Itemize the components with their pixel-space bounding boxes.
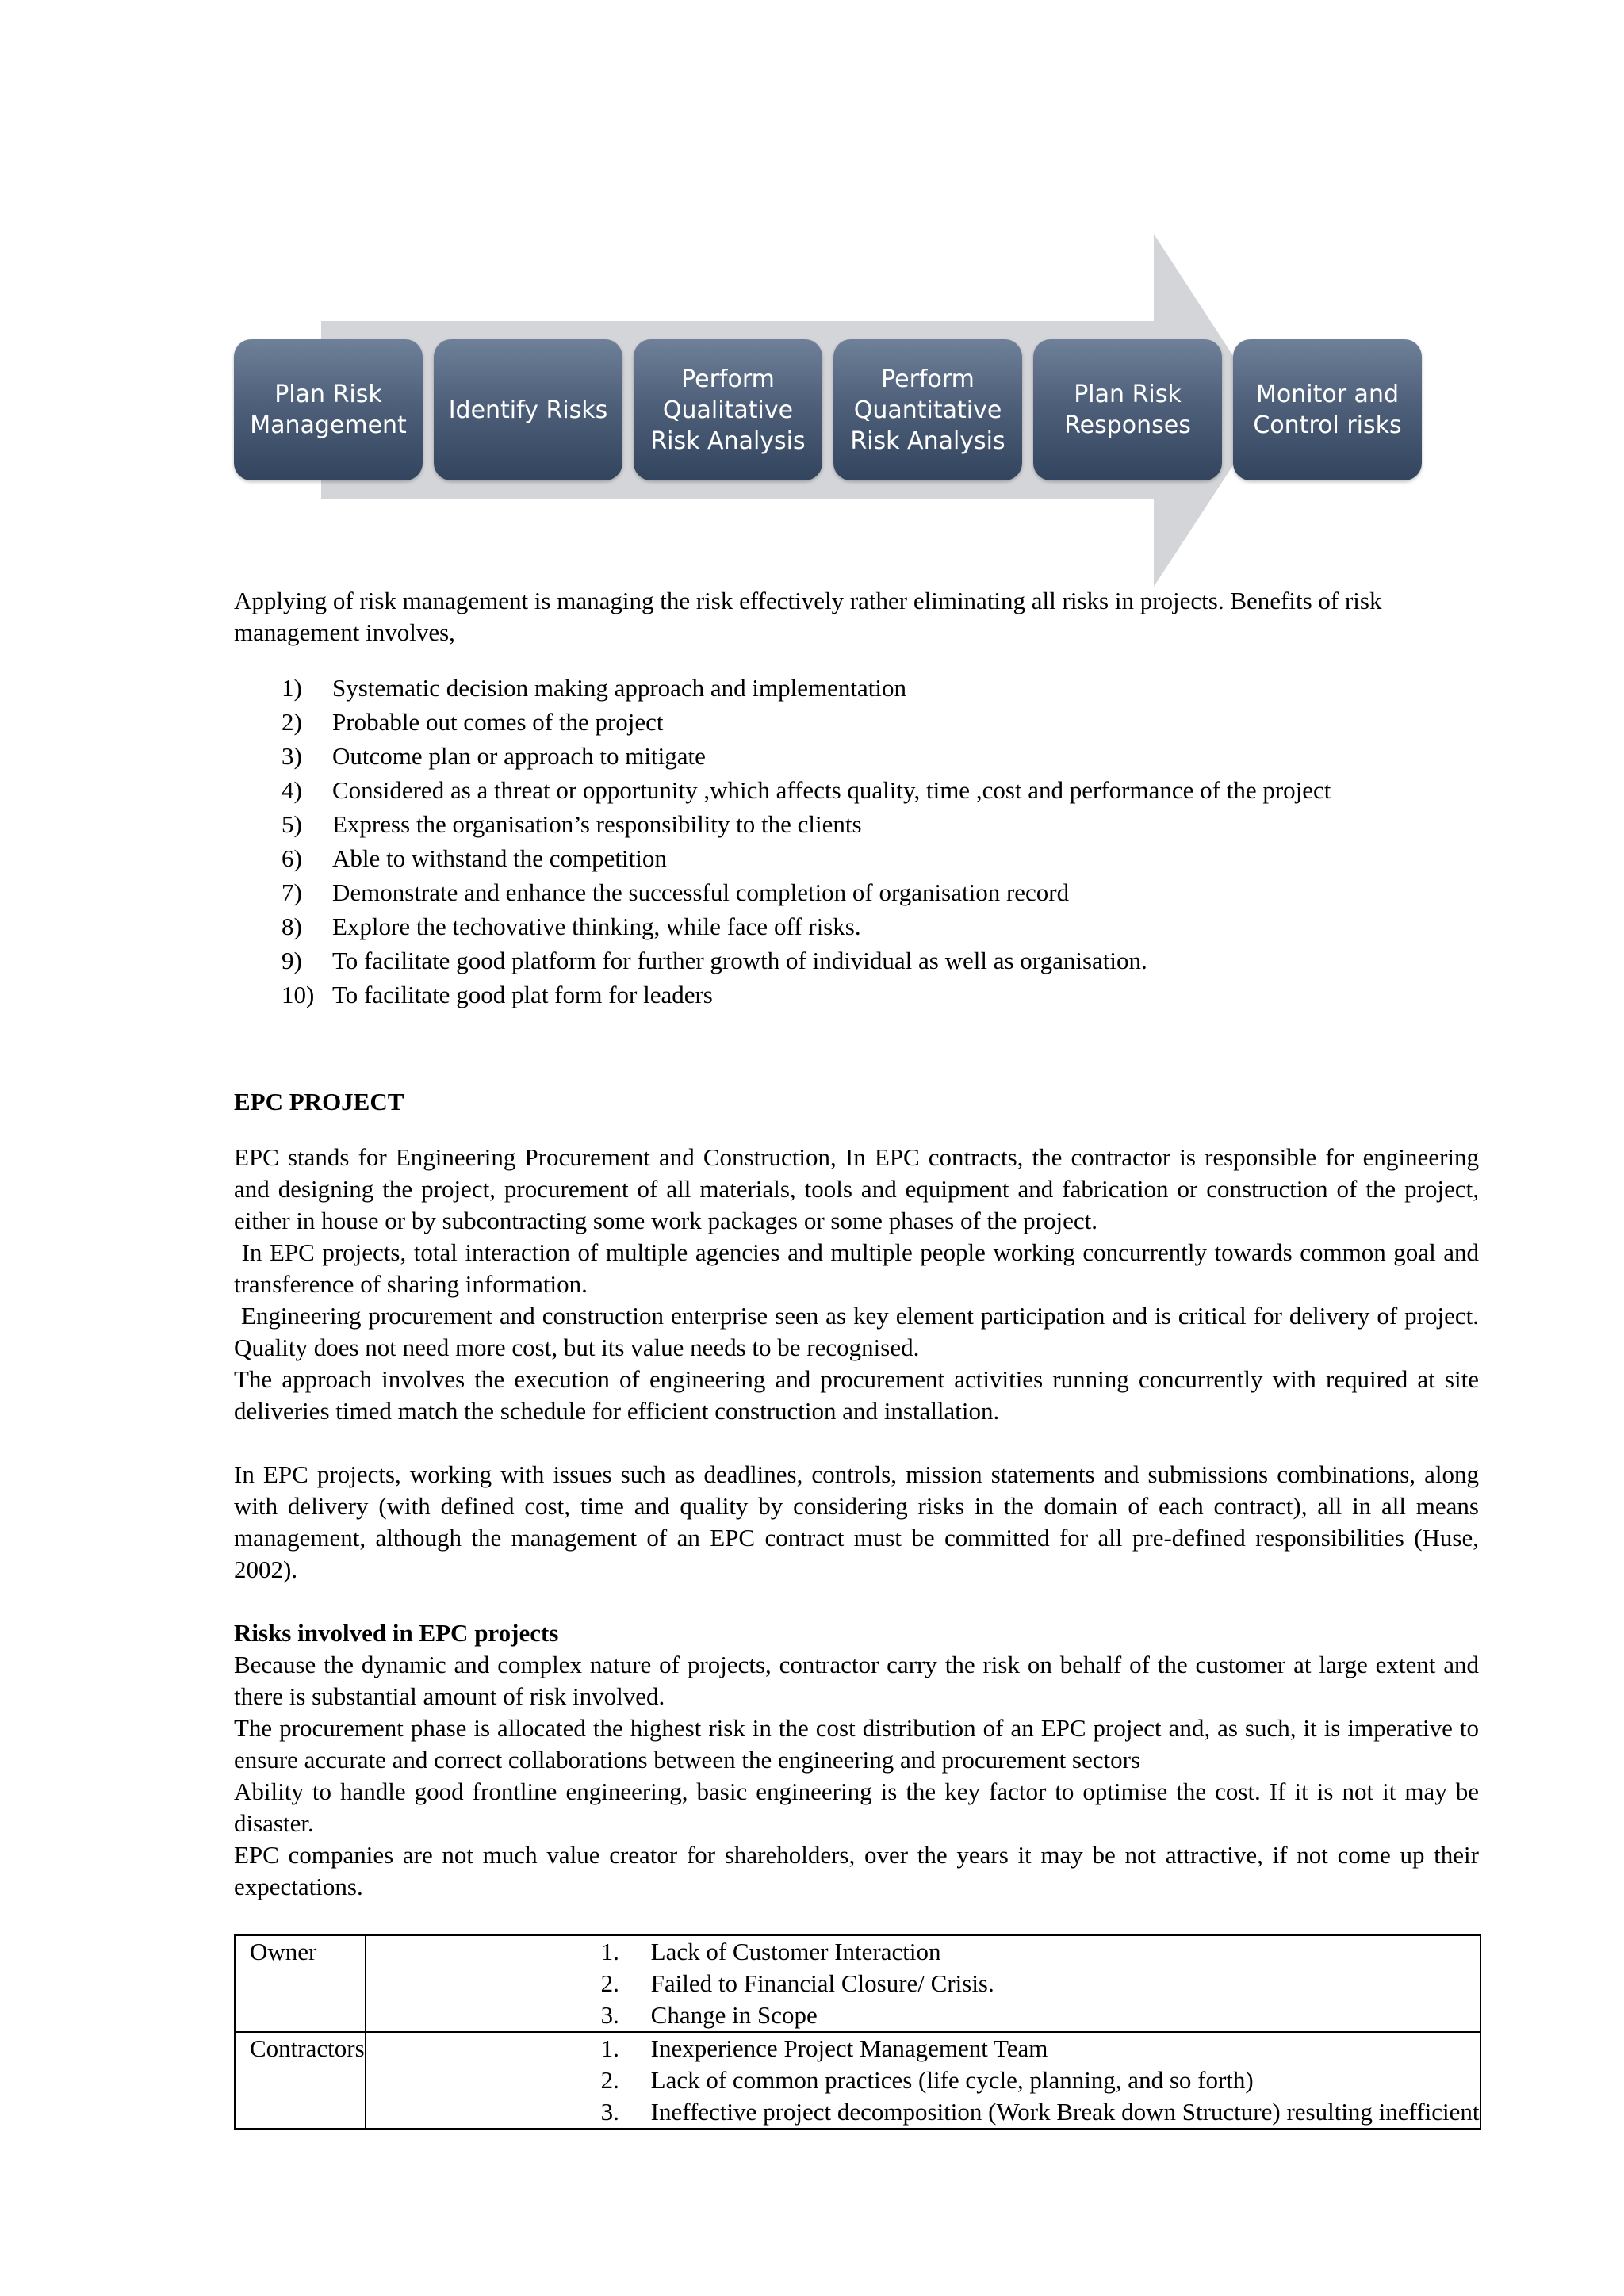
table-cell-items	[366, 2032, 1480, 2129]
step-qualitative-analysis: Perform Qualitative Risk Analysis	[634, 339, 822, 480]
table-list-number: 3.	[600, 2001, 619, 2029]
epc-paragraph-1: EPC stands for Engineering Procurement and Construction, In EPC contracts, the contractor is responsible for engineering and designing the project, procurement of all materials, tools and equipment and fabrication or construction of the project, either in house or by subcontracting some work packages or some phases of the project.	[234, 1143, 1479, 1234]
list-number: 8)	[282, 913, 302, 940]
list-item	[234, 671, 1479, 705]
step-identify-risks: Identify Risks	[434, 339, 622, 480]
epc-paragraph-3: Engineering procurement and construction enterprise seen as key element participation and is critical for delivery of project. Quality does not need more cost, but its value needs to be recognised.	[234, 1302, 1485, 1361]
risks-paragraph-2: The procurement phase is allocated the highest risk in the cost distribution of an EPC project and, as such, it is imperative to ensure accurate and correct collaborations between the engineering and procurement sectors	[234, 1714, 1479, 1774]
process-arrow	[0, 0, 1624, 587]
table-list-text: Change in Scope	[650, 2001, 818, 2029]
list-text: Probable out comes of the project	[332, 708, 664, 736]
risks-paragraph-3: Ability to handle good frontline engineering, basic engineering is the key factor to optimise the cost. If it is not it may be disaster.	[234, 1777, 1479, 1837]
epc-heading: EPC PROJECT	[234, 1088, 404, 1115]
list-number: 6)	[282, 844, 302, 872]
list-number: 9)	[282, 947, 302, 974]
table-list-item	[366, 1968, 1480, 1999]
table-list-text: Lack of common practices (life cycle, planning, and so forth)	[650, 2066, 1254, 2094]
list-number: 4)	[282, 776, 302, 804]
table-list-number: 1.	[600, 2034, 619, 2062]
table-cell-items	[366, 1935, 1480, 2032]
list-item	[234, 875, 1479, 909]
list-number: 7)	[282, 878, 302, 906]
list-text: Outcome plan or approach to mitigate	[332, 742, 706, 770]
table-list-item	[366, 1999, 1480, 2031]
list-text: Able to withstand the competition	[332, 844, 667, 872]
epc-paragraph-5: In EPC projects, working with issues such as deadlines, controls, mission statements and submissions combinations, along with delivery (with defined cost, time and quality by considering risks in the domain of each contract), all in all means management, although the management of an EPC contract must be committed for all pre-defined responsibilities (Huse, 2002).	[234, 1460, 1479, 1583]
table-list-item	[366, 2096, 1480, 2128]
epc-paragraph-2: In EPC projects, total interaction of multiple agencies and multiple people working concurrently towards common goal and transference of sharing information.	[234, 1238, 1485, 1298]
table-list-item	[366, 2033, 1480, 2064]
list-item	[234, 943, 1479, 978]
list-text: To facilitate good plat form for leaders	[332, 981, 713, 1008]
list-text: Systematic decision making approach and implementation	[332, 674, 907, 702]
table-list-number: 1.	[600, 1938, 619, 1965]
table-list-text: Ineffective project decomposition (Work Break down Structure) resulting inefficient	[650, 2098, 1480, 2126]
list-number: 3)	[282, 742, 302, 770]
risks-paragraph-4: EPC companies are not much value creator for shareholders, over the years it may be not attractive, if not come up their expectations.	[234, 1841, 1479, 1900]
list-item	[234, 739, 1479, 773]
list-number: 2)	[282, 708, 302, 736]
document-body	[234, 585, 1485, 2130]
risks-heading: Risks involved in EPC projects	[234, 1619, 559, 1647]
list-number: 1)	[282, 674, 302, 702]
list-item	[234, 773, 1479, 807]
benefits-list	[234, 671, 1479, 1012]
list-item	[234, 978, 1479, 1012]
list-text: To facilitate good platform for further growth of individual as well as organisation.	[332, 947, 1147, 974]
step-monitor-control-risks: Monitor and Control risks	[1233, 339, 1422, 480]
risk-table	[234, 1934, 1481, 2130]
step-quantitative-analysis: Perform Quantitative Risk Analysis	[833, 339, 1022, 480]
table-list-item	[366, 2064, 1480, 2096]
intro-paragraph: Applying of risk management is managing the risk effectively rather eliminating all risks in projects. Benefits of risk management involves,	[234, 587, 1382, 646]
spacer	[234, 1586, 1479, 1617]
table-list-number: 2.	[600, 1969, 619, 1997]
list-text: Considered as a threat or opportunity ,which affects quality, time ,cost and performance of the project	[332, 776, 1331, 804]
list-item	[234, 705, 1479, 739]
list-text: Express the organisation’s responsibility to the clients	[332, 810, 862, 838]
risks-paragraph-1: Because the dynamic and complex nature of projects, contractor carry the risk on behalf of the customer at large extent and there is substantial amount of risk involved.	[234, 1651, 1479, 1710]
table-list-text: Lack of Customer Interaction	[650, 1938, 941, 1965]
list-item	[234, 841, 1479, 875]
table-list-number: 2.	[600, 2066, 619, 2094]
list-number: 10)	[282, 981, 315, 1008]
list-item	[234, 909, 1479, 943]
table-cell-party: Contractors	[235, 2032, 366, 2129]
table-list-text: Failed to Financial Closure/ Crisis.	[650, 1969, 994, 1997]
epc-paragraph-4: The approach involves the execution of engineering and procurement activities running concurrently with required at site deliveries timed match the schedule for efficient construction and installation.	[234, 1365, 1479, 1425]
table-list-number: 3.	[600, 2098, 619, 2126]
table-cell-party: Owner	[235, 1935, 366, 2032]
table-row	[235, 2032, 1480, 2129]
spacer	[234, 1427, 1479, 1459]
list-item	[234, 807, 1479, 841]
list-text: Explore the techovative thinking, while face off risks.	[332, 913, 861, 940]
risk-process-diagram	[0, 0, 1624, 587]
table-list-item	[366, 1936, 1480, 1968]
table-row	[235, 1935, 1480, 2032]
step-plan-risk-responses: Plan Risk Responses	[1033, 339, 1222, 480]
list-text: Demonstrate and enhance the successful completion of organisation record	[332, 878, 1070, 906]
step-plan-risk-management: Plan Risk Management	[234, 339, 423, 480]
table-list-text: Inexperience Project Management Team	[650, 2034, 1048, 2062]
list-number: 5)	[282, 810, 302, 838]
